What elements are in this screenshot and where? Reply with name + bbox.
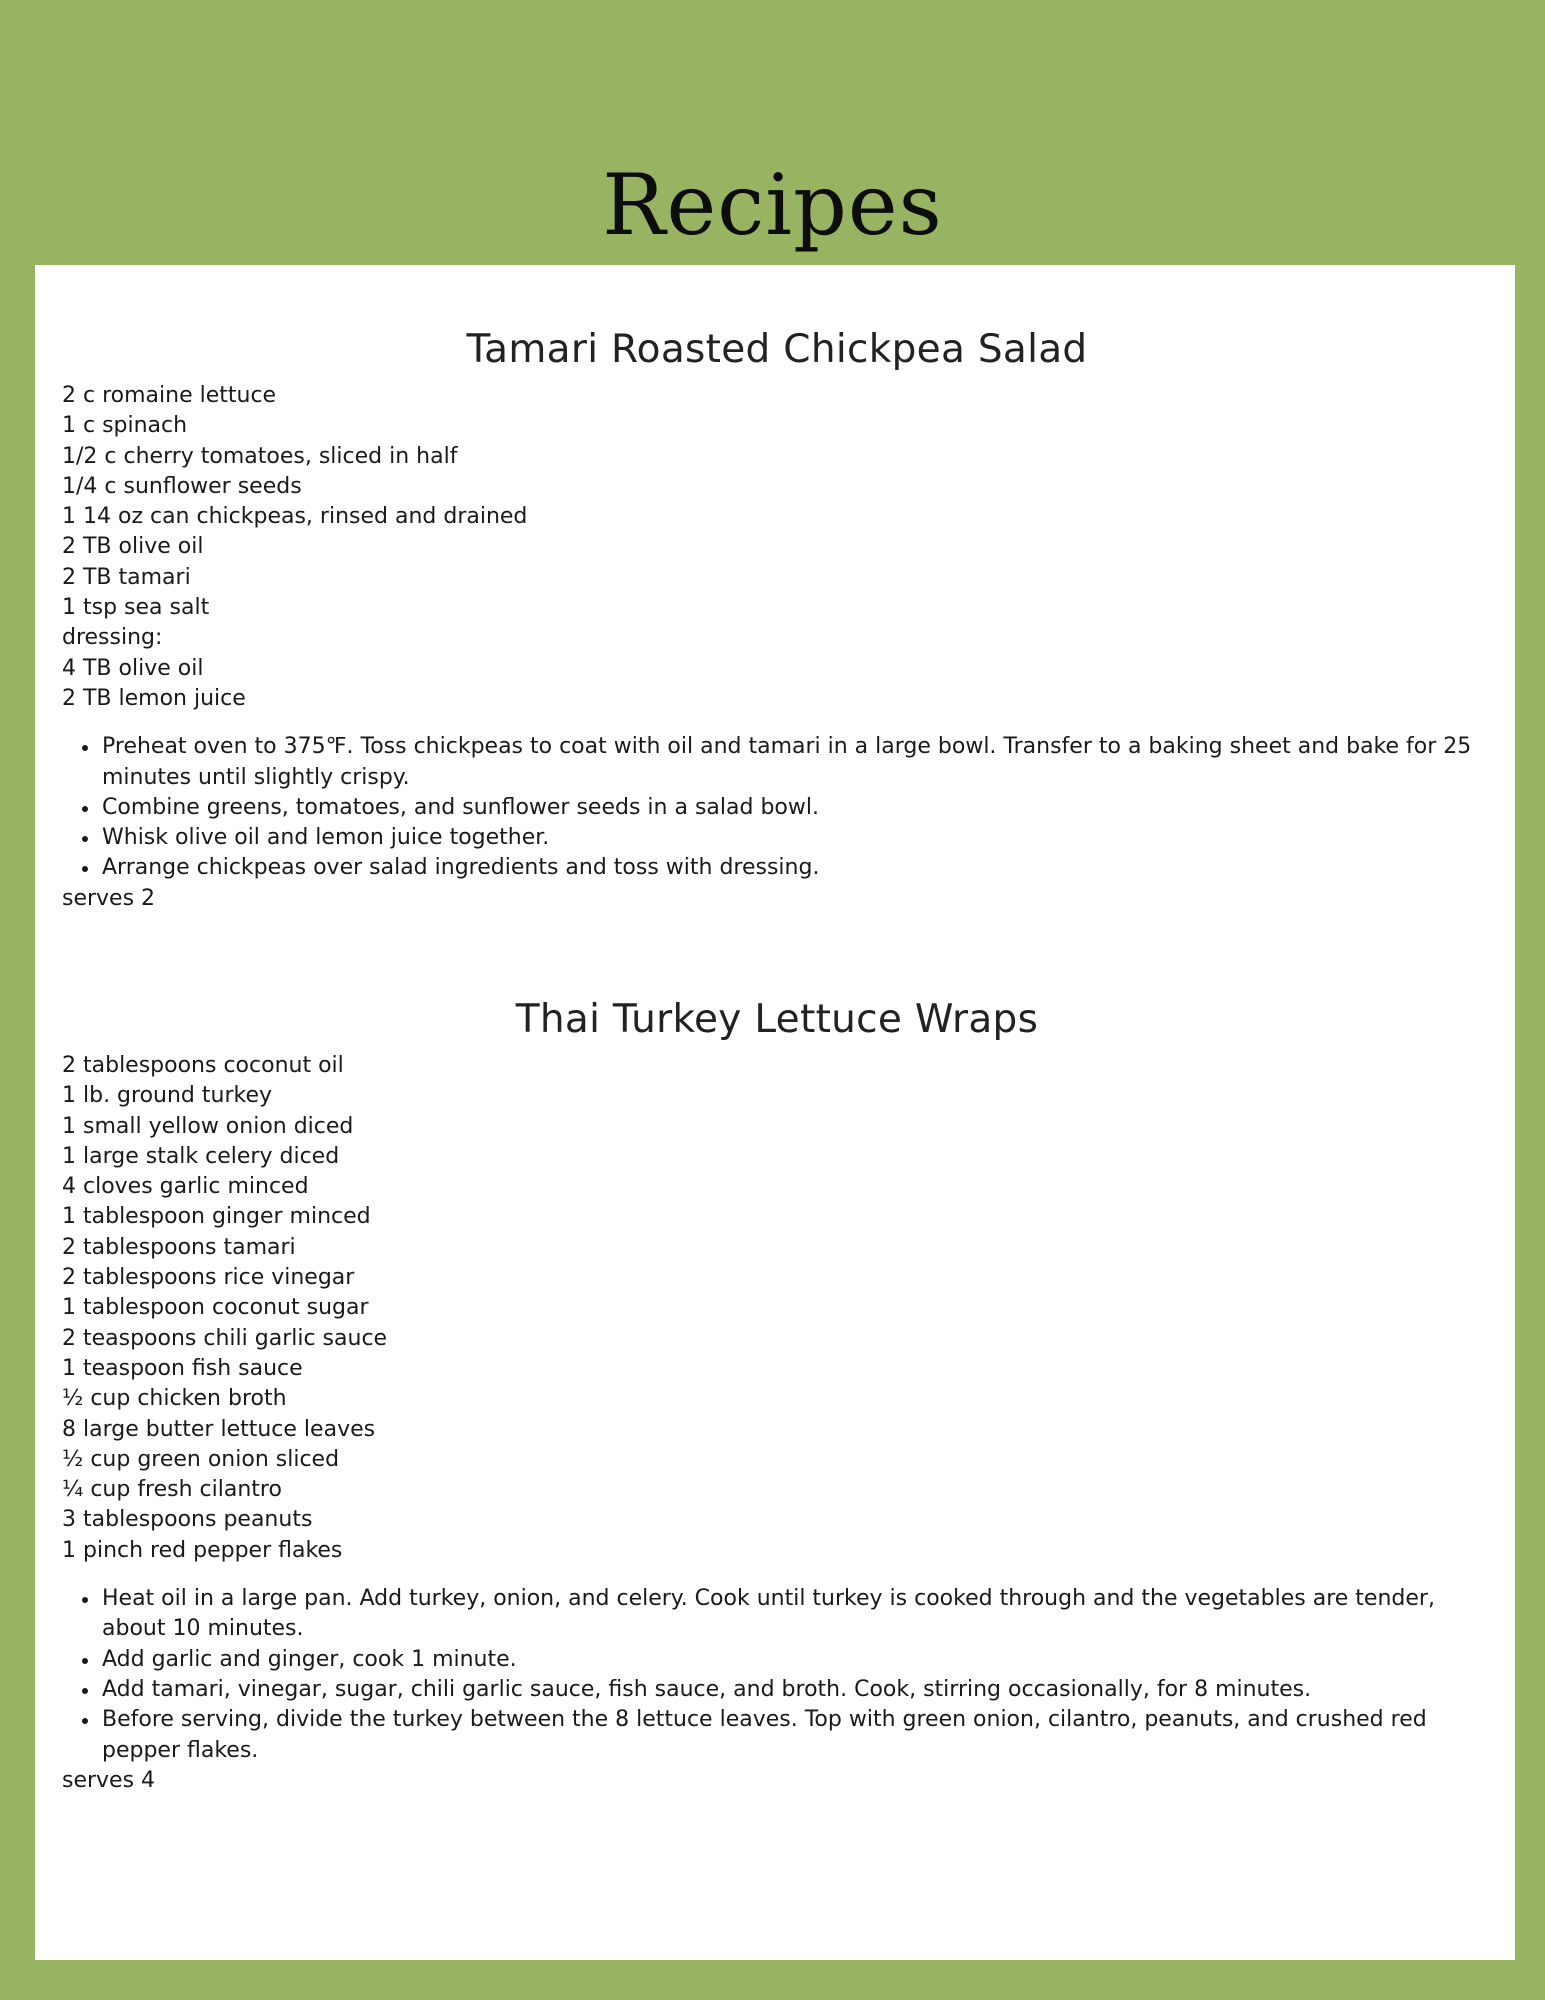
ingredient-item: 3 tablespoons peanuts (62, 1507, 313, 1533)
ingredient-item: 2 tablespoons coconut oil (62, 1053, 344, 1078)
ingredient-item: 1 small yellow onion diced (62, 1113, 354, 1139)
serving-size: serves 4 (62, 1767, 156, 1793)
recipe-turkey-lettuce-wraps (62, 995, 1492, 1796)
instruction-step: • Before serving, divide the turkey between the 8 lettuce leaves. Top with green onion, cilantro, peanuts, and crushed red pepper flakes. (100, 1705, 1492, 1766)
ingredient-item: ¼ cup fresh cilantro (62, 1477, 282, 1503)
instruction-step: • Heat oil in a large pan. Add turkey, onion, and celery. Cook until turkey is cooked through and the vegetables are tender, about 10 minutes. (100, 1584, 1492, 1645)
ingredient-item: 1/2 c cherry tomatoes, sliced in half (62, 443, 458, 469)
ingredient-item: 4 TB olive oil (62, 655, 204, 681)
instruction-list (62, 1584, 1492, 1766)
serving-size: serves 2 (62, 885, 156, 911)
ingredient-item: 1 tablespoon ginger minced (62, 1204, 371, 1230)
instruction-step: • Preheat oven to 375℉. Toss chickpeas to coat with oil and tamari in a large bowl. Transfer to a baking sheet and bake for 25 minutes until slightly crispy. (100, 732, 1492, 793)
ingredient-item: 2 TB tamari (62, 564, 191, 590)
recipe-title: Thai Turkey Lettuce Wraps (515, 997, 1039, 1042)
ingredient-item: 1 14 oz can chickpeas, rinsed and drained (62, 504, 528, 530)
page-title: Recipes (602, 156, 943, 254)
ingredient-item: ½ cup green onion sliced (62, 1446, 340, 1472)
ingredient-item: 4 cloves garlic minced (62, 1174, 309, 1200)
ingredient-item: 8 large butter lettuce leaves (62, 1416, 376, 1442)
ingredient-item: ½ cup chicken broth (62, 1386, 287, 1412)
recipes-card (35, 265, 1515, 1960)
ingredient-item: 2 tablespoons rice vinegar (62, 1265, 355, 1291)
recipe-title: Tamari Roasted Chickpea Salad (466, 327, 1088, 372)
instruction-step: • Whisk olive oil and lemon juice together. (100, 823, 1492, 853)
ingredient-item: 2 tablespoons tamari (62, 1234, 296, 1260)
instruction-step: • Add tamari, vinegar, sugar, chili garlic sauce, fish sauce, and broth. Cook, stirring occasionally, for 8 minutes. (100, 1675, 1492, 1705)
ingredient-item: 2 TB olive oil (62, 534, 204, 560)
instruction-step: • Combine greens, tomatoes, and sunflower seeds in a salad bowl. (100, 793, 1492, 823)
ingredient-item: 1 tsp sea salt (62, 595, 210, 621)
ingredient-item: 1 pinch red pepper flakes (62, 1537, 343, 1563)
ingredient-item: 1/4 c sunflower seeds (62, 473, 302, 499)
instruction-list (62, 732, 1492, 883)
ingredient-item: 1 teaspoon fish sauce (62, 1355, 303, 1381)
ingredient-item: 1 c spinach (62, 413, 188, 439)
instruction-step: • Arrange chickpeas over salad ingredients and toss with dressing. (100, 853, 1492, 883)
ingredient-list (62, 381, 1492, 714)
ingredient-item: 1 large stalk celery diced (62, 1143, 340, 1169)
ingredient-item: 1 lb. ground turkey (62, 1083, 273, 1109)
dressing-label: dressing: (62, 625, 163, 651)
recipe-chickpea-salad (62, 325, 1492, 914)
ingredient-item: 1 tablespoon coconut sugar (62, 1295, 369, 1321)
ingredient-item: 2 teaspoons chili garlic sauce (62, 1325, 388, 1351)
ingredient-item: 2 TB lemon juice (62, 685, 246, 711)
instruction-step: • Add garlic and ginger, cook 1 minute. (100, 1645, 1492, 1675)
ingredient-item: 2 c romaine lettuce (62, 383, 277, 408)
ingredient-list (62, 1051, 1492, 1566)
